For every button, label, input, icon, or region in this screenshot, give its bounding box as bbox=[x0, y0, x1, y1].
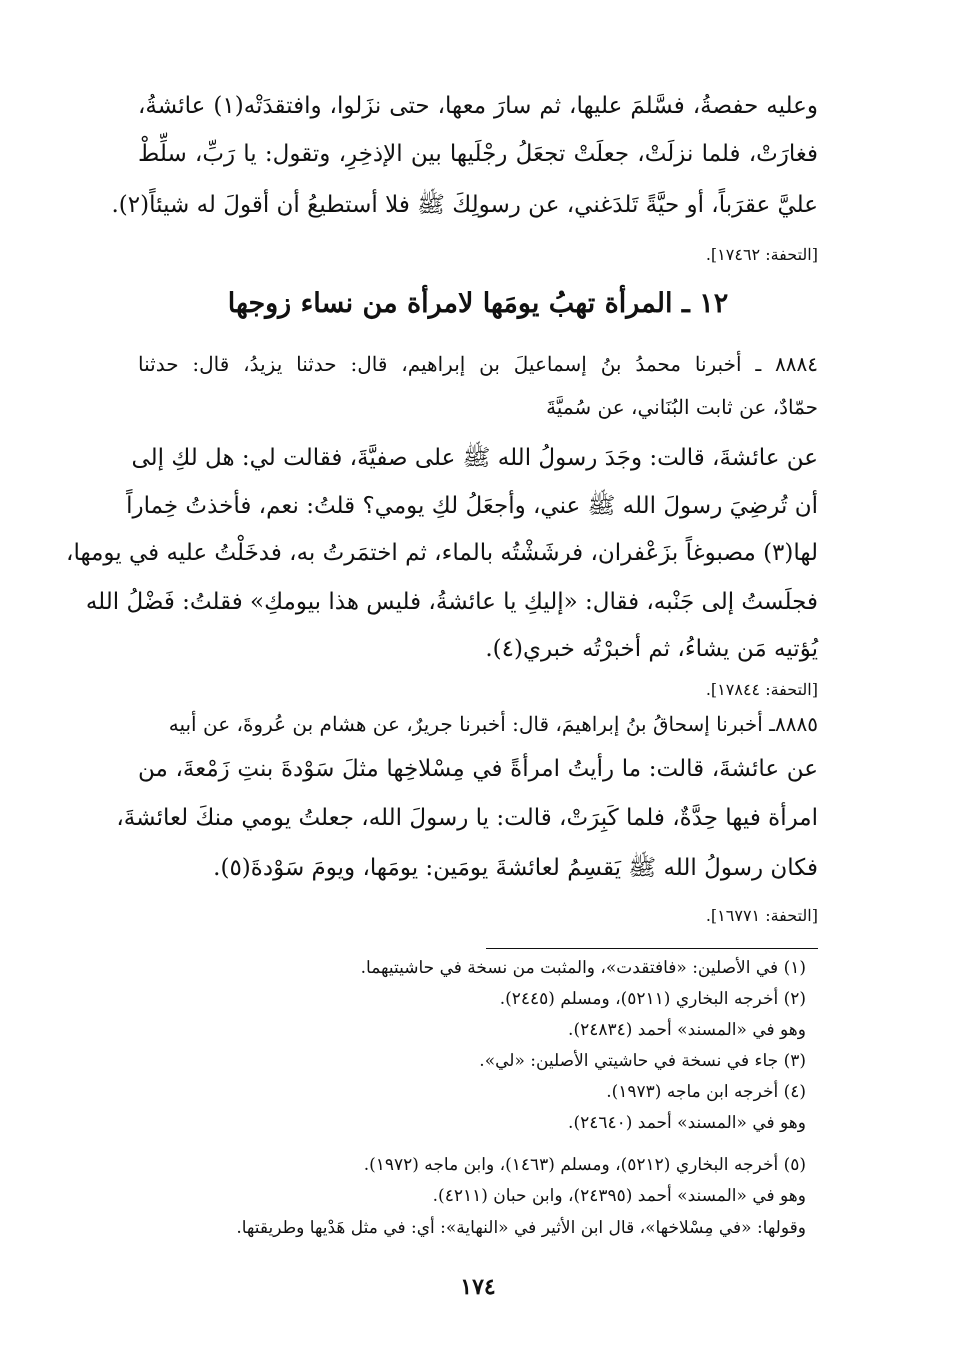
tuhfa-reference: [التحفة: ١٧٨٤٤]. bbox=[705, 680, 818, 699]
footnote-line: (٥) أخرجه البخاري (٥٢١٢)، ومسلم (١٤٦٣)، وابن ماجه (١٩٧٢). bbox=[363, 1155, 806, 1175]
text-line: عن عائشةَ، قالت: وجَدَ رسولُ الله ﷺ على صفيَّةَ، فقالت لي: هل لكِ إلى bbox=[131, 445, 818, 471]
text-line: عليَّ عقرَباً، أو حيَّةً تَلدَغني، عن رسولِكَ ﷺ فلا أستطيعُ أن أقولَ له شيئاً(٢). bbox=[111, 192, 818, 218]
hadith-chain-line: ٨٨٨٤ ـ أخبرنا محمدُ بنُ إسماعيلَ بن إبراهيم، قال: حدثنا يزيدُ، قال: حدثنا bbox=[138, 352, 818, 376]
tuhfa-reference: [التحفة: ١٧٤٦٢]. bbox=[705, 245, 818, 264]
text-line: أن تُرضِيَ رسولَ الله ﷺ عني، وأجعَلُ لكِ يومي؟ قلتُ: نعم، فأخذتُ خِماراً bbox=[126, 493, 818, 519]
text-line: فكان رسولُ الله ﷺ يَقسِمُ لعائشةَ يومَين: يومَها، ويومَ سَوْدةَ(٥). bbox=[213, 855, 818, 881]
footnote-line: وقولها: «في مِسْلاخها»، قال ابن الأثير في «النهاية»: أي: في مثل هَدْيها وطريقتها. bbox=[236, 1218, 806, 1238]
footnote-line: وهو في «المسند» أحمد (٢٤٣٩٥)، وابن حبان (٤٢١١). bbox=[432, 1186, 806, 1206]
footnote-line: (١) في الأصلين: «فافتقدت»، والمثبت من نسخة في حاشيتيهما. bbox=[360, 958, 806, 978]
footnote-line: (٤) أخرجه ابن ماجه (١٩٧٣). bbox=[606, 1082, 806, 1102]
footnote-separator bbox=[486, 948, 818, 949]
tuhfa-reference: [التحفة: ١٦٧٧١]. bbox=[705, 906, 818, 925]
section-heading: ١٢ ـ المرأة تهبُ يومَها لامرأة من نساء زوجها bbox=[227, 288, 729, 319]
footnote-line: وهو في «المسند» أحمد (٢٤٦٤٠). bbox=[568, 1113, 806, 1133]
text-line: لها(٣) مصبوغاً بزَعْفران، فرشَشْتُه بالماء، ثم اختمَرتُ به، فدخَلْتُ عليه في يومها، bbox=[66, 540, 818, 566]
hadith-chain-line: حمّادٌ، عن ثابت البُنَاني، عن سُميَّةَ bbox=[546, 395, 818, 419]
text-line: وعليه حفصةُ، فسَّلمَ عليها، ثم سارَ معها، حتى نزَلوا، وافتقدَتْه(١) عائشةُ، bbox=[138, 93, 818, 119]
text-line: فجلَستُ إلى جَنْبه، فقال: «إليكِ يا عائشةُ، فليس هذا بيومكِ» فقلتُ: فَضْلُ الله bbox=[85, 589, 818, 615]
text-line: فغارَتْ، فلما نزلَتْ، جعلَتْ تجعَلُ رجْلَيها بين الإذخِرِ، وتقول: يا رَبِّ، سلِّطْ bbox=[138, 141, 818, 167]
page-number: ١٧٤ bbox=[460, 1274, 496, 1300]
footnote-line: وهو في «المسند» أحمد (٢٤٨٣٤). bbox=[568, 1020, 806, 1040]
footnote-line: (٣) جاء في نسخة في حاشيتي الأصلين: «لي». bbox=[479, 1051, 806, 1071]
text-line: امرأة فيها حِدَّةٌ، فلما كَبِرَتْ، قالت: يا رسولَ الله، جعلتُ يومي منكَ لعائشةَ، bbox=[116, 805, 818, 831]
hadith-chain-line: ٨٨٨٥ـ أخبرنا إسحاقُ بنُ إبراهيمَ، قال: أخبرنا جريرٌ، عن هشام بن عُروةَ، عن أبيه bbox=[168, 712, 818, 736]
text-line: يُؤتيه مَن يشاءُ، ثم أخبرْتُه خبري(٤). bbox=[485, 636, 818, 662]
footnote-line: (٢) أخرجه البخاري (٥٢١١)، ومسلم (٢٤٤٥). bbox=[499, 989, 806, 1009]
text-line: عن عائشةَ، قالت: ما رأيتُ امرأةً في مِسْلاخِها مثلَ سَوْدةَ بنتِ زَمْعةَ، من bbox=[138, 756, 818, 782]
